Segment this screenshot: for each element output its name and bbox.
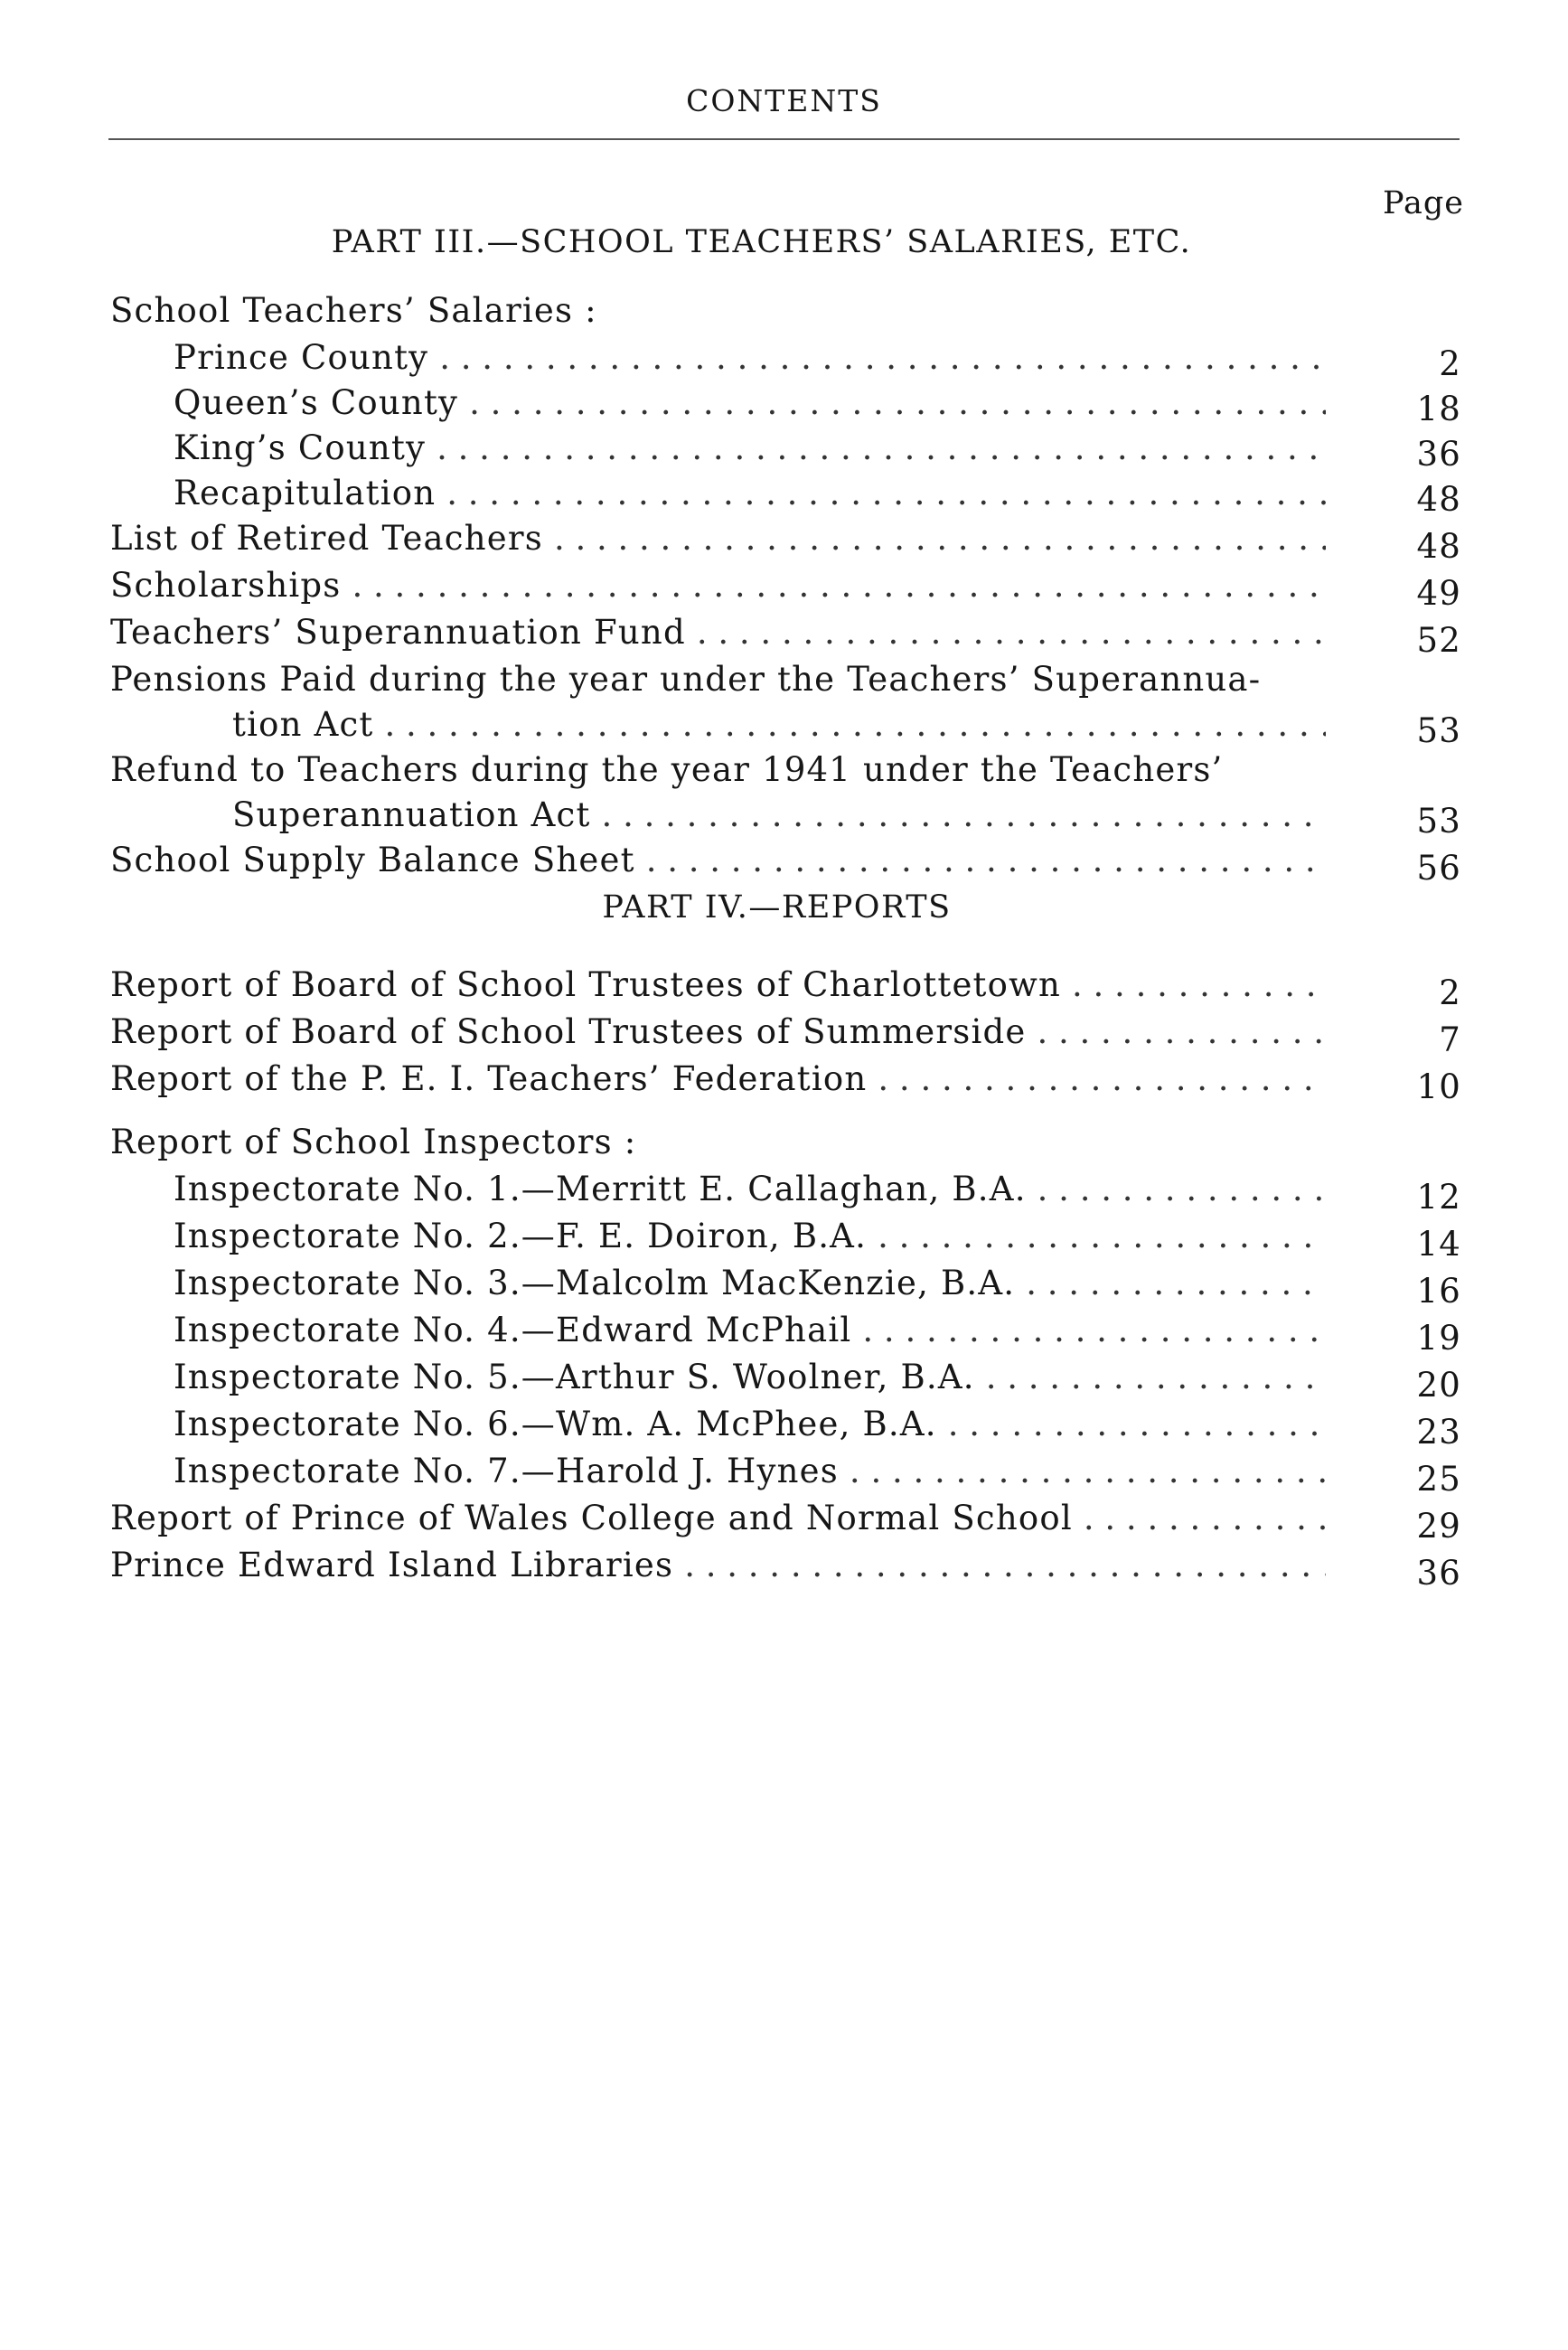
entry-label: Scholarships: [110, 566, 342, 605]
part-4-heading: PART IV.—REPORTS: [602, 889, 952, 926]
entry-label: Teachers’ Superannuation Fund: [110, 613, 686, 652]
page-number: 20: [1416, 1366, 1461, 1405]
entry-label: Prince Edward Island Libraries: [110, 1546, 674, 1584]
dot-leader: [948, 1405, 1326, 1443]
toc-entry: [110, 383, 1461, 428]
page-column-label: Page: [1383, 185, 1464, 221]
entry-label: King’s County: [174, 428, 427, 467]
entry-label: Inspectorate No. 7.—Harold J. Hynes: [174, 1452, 839, 1490]
inspectors-heading: [110, 1123, 1461, 1170]
page-number: 10: [1416, 1067, 1461, 1106]
header-rule: [108, 138, 1460, 140]
dot-leader: [384, 705, 1326, 744]
page-number: 25: [1416, 1460, 1461, 1499]
toc-entry: [110, 613, 1461, 660]
dot-leader: [684, 1546, 1326, 1584]
toc-entry-line-2: [110, 795, 1461, 841]
part-4-reports: [110, 965, 1461, 1106]
toc-entry: [110, 1012, 1461, 1059]
dot-leader: [986, 1358, 1326, 1396]
page-number: 7: [1439, 1020, 1461, 1059]
dot-leader: [878, 1059, 1326, 1098]
toc-entry: [110, 519, 1461, 566]
dot-leader: [469, 383, 1326, 422]
toc-entry: [110, 1546, 1461, 1593]
dot-leader: [850, 1452, 1326, 1490]
part-3-heading: PART III.—SCHOOL TEACHERS’ SALARIES, ETC.: [331, 224, 1192, 260]
page-number: 36: [1416, 435, 1461, 474]
toc-entry: [110, 1264, 1461, 1311]
dot-leader: [437, 428, 1326, 467]
dot-leader: [602, 795, 1326, 834]
toc-entry: [110, 1499, 1461, 1546]
entry-label: Inspectorate No. 6.—Wm. A. McPhee, B.A.: [174, 1405, 937, 1443]
entry-label: Refund to Teachers during the year 1941 under the Teachers’: [110, 750, 1224, 789]
entry-label: Inspectorate No. 3.—Malcolm MacKenzie, B.A.: [174, 1264, 1016, 1302]
page-number: 18: [1416, 390, 1461, 428]
page-number: 36: [1416, 1554, 1461, 1593]
page-number: 56: [1416, 849, 1461, 888]
entry-label: Superannuation Act: [232, 795, 591, 834]
toc-entry: [110, 474, 1461, 519]
toc-entry: [110, 338, 1461, 383]
dot-leader: [862, 1311, 1326, 1349]
dot-leader: [1084, 1499, 1326, 1537]
toc-entry: [110, 965, 1461, 1012]
page-number: 53: [1416, 711, 1461, 750]
entry-label: Recapitulation: [174, 474, 437, 512]
dot-leader: [1072, 965, 1326, 1004]
entry-label: Inspectorate No. 5.—Arthur S. Woolner, B.A.: [174, 1358, 975, 1396]
page-number: 2: [1439, 344, 1461, 383]
page-number: 53: [1416, 802, 1461, 841]
page-number: 48: [1416, 480, 1461, 519]
page-number: 23: [1416, 1413, 1461, 1452]
toc-entry-line-1: [110, 750, 1461, 795]
entry-label: School Teachers’ Salaries :: [110, 291, 597, 330]
entry-label: Report of Prince of Wales College and Normal School: [110, 1499, 1073, 1537]
toc-entry: [110, 566, 1461, 613]
toc-entry: [110, 1405, 1461, 1452]
toc-entry: [110, 428, 1461, 474]
entry-label: Prince County: [174, 338, 429, 377]
entry-label: Queen’s County: [174, 383, 459, 422]
toc-entry: [110, 1311, 1461, 1358]
dot-leader: [878, 1217, 1326, 1255]
page-number: 48: [1416, 527, 1461, 566]
page-number: 52: [1416, 621, 1461, 660]
part-3-entries: [110, 291, 1461, 888]
page-number: 49: [1416, 574, 1461, 613]
page-number: 16: [1416, 1272, 1461, 1311]
toc-entry: [110, 1358, 1461, 1405]
entry-label: School Supply Balance Sheet: [110, 841, 635, 879]
entry-label: Inspectorate No. 2.—F. E. Doiron, B.A.: [174, 1217, 868, 1255]
entry-label: List of Retired Teachers: [110, 519, 543, 558]
entry-label: Inspectorate No. 1.—Merritt E. Callaghan, B.A.: [174, 1170, 1027, 1208]
dot-leader: [1026, 1264, 1326, 1302]
dot-leader: [446, 474, 1326, 512]
toc-entry: [110, 1059, 1461, 1106]
page-number: 19: [1416, 1319, 1461, 1358]
toc-entry: [110, 1217, 1461, 1264]
dot-leader: [1038, 1170, 1326, 1208]
entry-label: tion Act: [232, 705, 374, 744]
dot-leader: [439, 338, 1326, 377]
entry-label: Report of the P. E. I. Teachers’ Federation: [110, 1059, 868, 1098]
dot-leader: [697, 613, 1326, 652]
page-number: 2: [1439, 973, 1461, 1012]
part-4-inspectors: [110, 1123, 1461, 1593]
toc-entry: [110, 1170, 1461, 1217]
page-number: 12: [1416, 1178, 1461, 1217]
entry-label: Report of School Inspectors :: [110, 1123, 637, 1161]
entry-label: Inspectorate No. 4.—Edward McPhail: [174, 1311, 852, 1349]
toc-entry-line-2: [110, 705, 1461, 750]
dot-leader: [1037, 1012, 1326, 1051]
running-head: CONTENTS: [686, 83, 882, 118]
dot-leader: [352, 566, 1326, 605]
dot-leader: [646, 841, 1326, 879]
page-number: 29: [1416, 1507, 1461, 1546]
dot-leader: [554, 519, 1326, 558]
entry-label: Report of Board of School Trustees of Summerside: [110, 1012, 1027, 1051]
entry-label: Report of Board of School Trustees of Charlottetown: [110, 965, 1061, 1004]
toc-entry: [110, 841, 1461, 888]
toc-entry-line-1: [110, 660, 1461, 705]
page-number: 14: [1416, 1225, 1461, 1264]
toc-entry: [110, 1452, 1461, 1499]
salaries-heading: [110, 291, 1461, 338]
entry-label: Pensions Paid during the year under the Teachers’ Superannua-: [110, 660, 1262, 699]
